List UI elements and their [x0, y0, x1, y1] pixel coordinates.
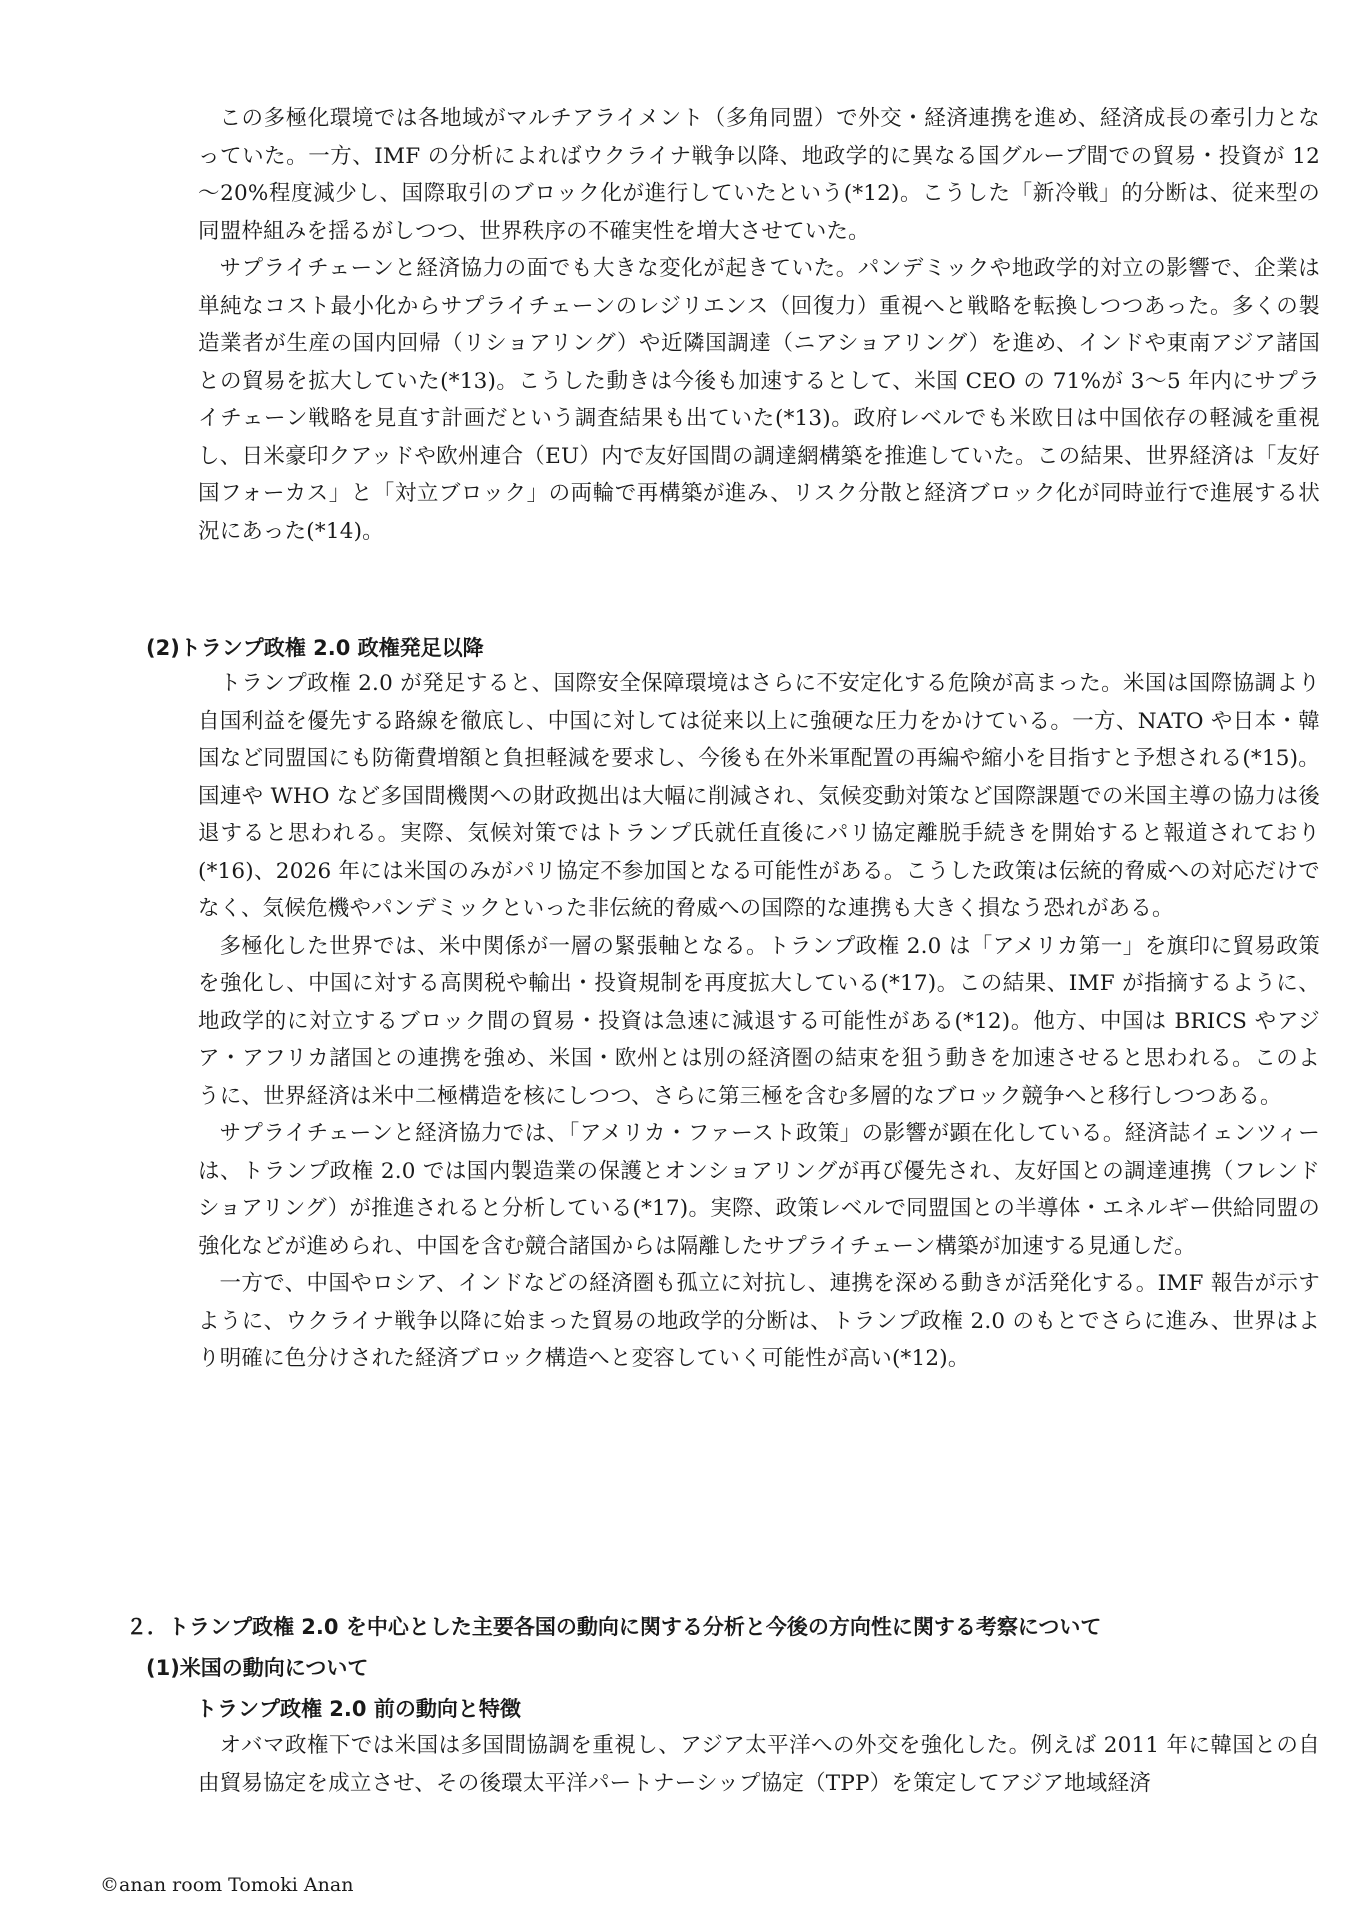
paragraph: サプライチェーンと経済協力の面でも大きな変化が起きていた。パンデミックや地政学的対立の影響で、企業は単純なコスト最小化からサプライチェーンのレジリエンス（回復力）重視へと戦略を転換しつつあった。多くの製造業者が生産の国内回帰（リショアリング）や近隣国調達（ニアショアリング）を進め、インドや東南アジア諸国との貿易を拡大していた(*13)。こうした動きは今後も加速するとして、米国 CEO の 71%が 3～5 年内にサプライチェーン戦略を見直す計画だという調査結果も出ていた(*13)。政府レベルでも米欧日は中国依存の軽減を重視し、日米豪印クアッドや欧州連合（EU）内で友好国間の調達網構築を推進していた。この結果、世界経済は「友好国フォーカス」と「対立ブロック」の両輪で再構築が進み、リスク分散と経済ブロック化が同時並行で進展する状況にあった(*14)。: [198, 256, 1320, 544]
sub-subsection-heading: トランプ政権 2.0 前の動向と特徴: [196, 1697, 521, 1721]
section1-continued-body: [198, 100, 1320, 550]
paragraph: この多極化環境では各地域がマルチアライメント（多角同盟）で外交・経済連携を進め、経済成長の牽引力となっていた。一方、IMF の分析によればウクライナ戦争以降、地政学的に異なる国グループ間での貿易・投資が 12～20%程度減少し、国際取引のブロック化が進行していたという(*12)。こうした「新冷戦」的分断は、従来型の同盟枠組みを揺るがしつつ、世界秩序の不確実性を増大させていた。: [198, 106, 1320, 244]
subsection-heading-2: (2)トランプ政権 2.0 政権発足以降: [146, 636, 484, 660]
paragraph: 多極化した世界では、米中関係が一層の緊張軸となる。トランプ政権 2.0 は「アメリカ第一」を旗印に貿易政策を強化し、中国に対する高関税や輸出・投資規制を再度拡大している(*17)。この結果、IMF が指摘するように、地政学的に対立するブロック間の貿易・投資は急速に減退する可能性がある(*12)。他方、中国は BRICS やアジア・アフリカ諸国との連携を強め、米国・欧州とは別の経済圏の結束を狙う動きを加速させると思われる。このように、世界経済は米中二極構造を核にしつつ、さらに第三極を含む多層的なブロック競争へと移行しつつある。: [198, 933, 1320, 1109]
paragraph: オバマ政権下では米国は多国間協調を重視し、アジア太平洋への外交を強化した。例えば 2011 年に韓国との自由貿易協定を成立させ、その後環太平洋パートナーシップ協定（TPP）を策定してアジア地域経済: [198, 1733, 1320, 1796]
paragraph: サプライチェーンと経済協力では、「アメリカ・ファースト政策」の影響が顕在化している。経済誌イェンツィーは、トランプ政権 2.0 では国内製造業の保護とオンショアリングが再び優先され、友好国との調達連携（フレンドショアリング）が推進されると分析している(*17)。実際、政策レベルで同盟国との半導体・エネルギー供給同盟の強化などが進められ、中国を含む競合諸国からは隔離したサプライチェーン構築が加速する見通しだ。: [198, 1121, 1320, 1259]
copyright-footer: ©anan room Tomoki Anan: [100, 1874, 354, 1896]
subsection-heading-us: (1)米国の動向について: [146, 1656, 369, 1680]
section2-body: [198, 1727, 1320, 1802]
subsection2-body: [198, 665, 1320, 1378]
paragraph: 一方で、中国やロシア、インドなどの経済圏も孤立に対抗し、連携を深める動きが活発化する。IMF 報告が示すように、ウクライナ戦争以降に始まった貿易の地政学的分断は、トランプ政権 2.0 のもとでさらに進み、世界はより明確に色分けされた経済ブロック構造へと変容していく可能性が高い(*12)。: [198, 1271, 1320, 1371]
section-heading-2: ２．トランプ政権 2.0 を中心とした主要各国の動向に関する分析と今後の方向性に関する考察について: [126, 1615, 1102, 1639]
paragraph: トランプ政権 2.0 が発足すると、国際安全保障環境はさらに不安定化する危険が高まった。米国は国際協調より自国利益を優先する路線を徹底し、中国に対しては従来以上に強硬な圧力をかけている。一方、NATO や日本・韓国など同盟国にも防衛費増額と負担軽減を要求し、今後も在外米軍配置の再編や縮小を目指すと予想される(*15)。国連や WHO など多国間機関への財政拠出は大幅に削減され、気候変動対策など国際課題での米国主導の協力は後退すると思われる。実際、気候対策ではトランプ氏就任直後にパリ協定離脱手続きを開始すると報道されており(*16)、2026 年には米国のみがパリ協定不参加国となる可能性がある。こうした政策は伝統的脅威への対応だけでなく、気候危機やパンデミックといった非伝統的脅威への国際的な連携も大きく損なう恐れがある。: [198, 671, 1320, 921]
